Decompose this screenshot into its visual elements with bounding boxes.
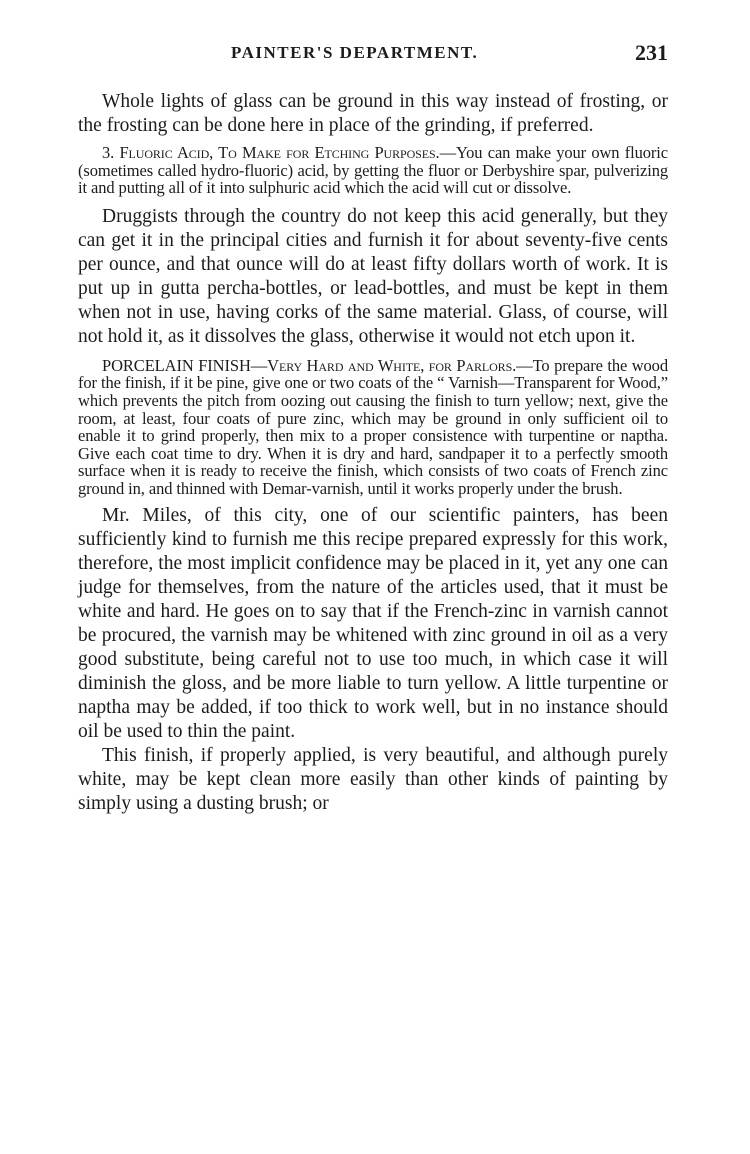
recipe-text: —You can make your own fluoric (sometimes called hydro-fluoric) acid, by getting the fluor or Derbyshire spar, pulverizing it and putting all of it into sulphuric acid which the acid will cut or dissolve. <box>78 143 668 198</box>
recipe-subheading: —Very Hard and White, for Parlors. <box>250 355 517 375</box>
recipe-text: —To prepare the wood for the finish, if it be pine, give one or two coats of the “ Varnish—Transparent for Wood,” which prevents the pitch from oozing out causing the finish to turn yellow; next, give the room, at least, four coats of pure zinc, which may be ground in only sufficient oil to enable it to grind properly, then mix to a proper consistence with turpentine or naptha. Give each coat time to dry. When it is dry and hard, sandpaper it to a perfectly smooth surface when it is ready to receive the finish, which consists of two coats of French zinc ground in, and thinned with Demar-varnish, until it works properly under the brush. <box>78 355 668 498</box>
book-page <box>78 40 668 816</box>
running-title: PAINTER'S DEPARTMENT. <box>231 43 479 62</box>
recipe-fluoric-acid <box>78 144 668 197</box>
page-number: 231 <box>635 40 668 65</box>
paragraph-mr-miles: Mr. Miles, of this city, one of our scientific painters, has been sufficiently kind to furnish me this recipe prepared expressly for this work, therefore, the most implicit confidence may be placed in it, yet any one can judge for themselves, from the nature of the articles used, that it must be white and hard. He goes on to say that if the French-zinc in varnish cannot be procured, the varnish may be whitened with zinc ground in oil as a very good substitute, being careful not to use too much, in which case it will diminish the gloss, and be more liable to turn yellow. A little turpentine or naptha may be added, if too thick to work well, but in no instance should oil be used to thin the paint. <box>78 504 668 742</box>
running-header <box>78 40 668 70</box>
recipe-heading: PORCELAIN FINISH <box>102 355 251 375</box>
paragraph-druggists: Druggists through the country do not keep this acid generally, but they can get it in the principal cities and furnish it for about seventy-five cents per ounce, and that ounce will do at least fifty dollars worth of work. It is put up in gutta percha-bottles, or lead-bottles, and must be kept in them when not in use, having corks of the same material. Glass, of course, will not hold it, as it dissolves the glass, otherwise it would not etch upon it. <box>78 205 668 347</box>
recipe-porcelain-finish <box>78 357 668 498</box>
paragraph-glass-grinding: Whole lights of glass can be ground in this way instead of frosting, or the frosting can be done here in place of the grinding, if preferred. <box>78 91 668 136</box>
paragraph-finish-care: This finish, if properly applied, is very beautiful, and although purely white, may be kept clean more easily than other kinds of painting by simply using a dusting brush; or <box>78 744 668 814</box>
recipe-heading: 3. Fluoric Acid, To Make for Etching Purposes. <box>102 143 440 162</box>
